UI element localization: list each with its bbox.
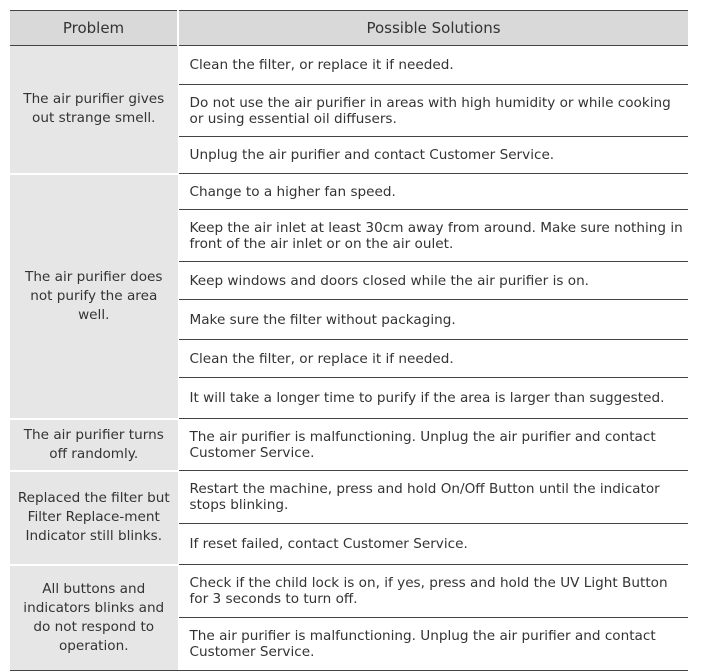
problem-cell: The air purifier does not purify the area well. xyxy=(10,174,178,419)
problem-header: Problem xyxy=(10,11,178,46)
solution-cell: Keep the air inlet at least 30cm away from around. Make sure nothing in front of the air inlet or on the air oulet. xyxy=(178,210,688,262)
solution-cell: Clean the filter, or replace it if needed. xyxy=(178,340,688,378)
table-row xyxy=(10,174,688,210)
problem-cell: The air purifier gives out strange smell. xyxy=(10,46,178,174)
solution-cell: Keep windows and doors closed while the air purifier is on. xyxy=(178,262,688,300)
troubleshooting-table xyxy=(10,10,688,671)
solution-cell: The air purifier is malfunctioning. Unplug the air purifier and contact Customer Service. xyxy=(178,419,688,471)
solution-cell: The air purifier is malfunctioning. Unplug the air purifier and contact Customer Service. xyxy=(178,618,688,671)
solutions-header: Possible Solutions xyxy=(178,11,688,46)
table-row xyxy=(10,565,688,618)
solution-cell: Check if the child lock is on, if yes, press and hold the UV Light Button for 3 seconds to turn off. xyxy=(178,565,688,618)
solution-cell: Restart the machine, press and hold On/Off Button until the indicator stops blinking. xyxy=(178,471,688,524)
table-row xyxy=(10,419,688,471)
problem-cell: Replaced the filter but Filter Replace-ment Indicator still blinks. xyxy=(10,471,178,565)
solution-cell: Unplug the air purifier and contact Customer Service. xyxy=(178,137,688,174)
problem-cell: The air purifier turns off randomly. xyxy=(10,419,178,471)
solution-cell: If reset failed, contact Customer Service. xyxy=(178,524,688,565)
solution-cell: Change to a higher fan speed. xyxy=(178,174,688,210)
header-row xyxy=(10,11,688,46)
solution-cell: It will take a longer time to purify if the area is larger than suggested. xyxy=(178,378,688,419)
solution-cell: Do not use the air purifier in areas with high humidity or while cooking or using essential oil diffusers. xyxy=(178,85,688,137)
table-row xyxy=(10,46,688,85)
solution-cell: Clean the filter, or replace it if needed. xyxy=(178,46,688,85)
table-row xyxy=(10,471,688,524)
problem-cell: All buttons and indicators blinks and do not respond to operation. xyxy=(10,565,178,671)
solution-cell: Make sure the filter without packaging. xyxy=(178,300,688,340)
